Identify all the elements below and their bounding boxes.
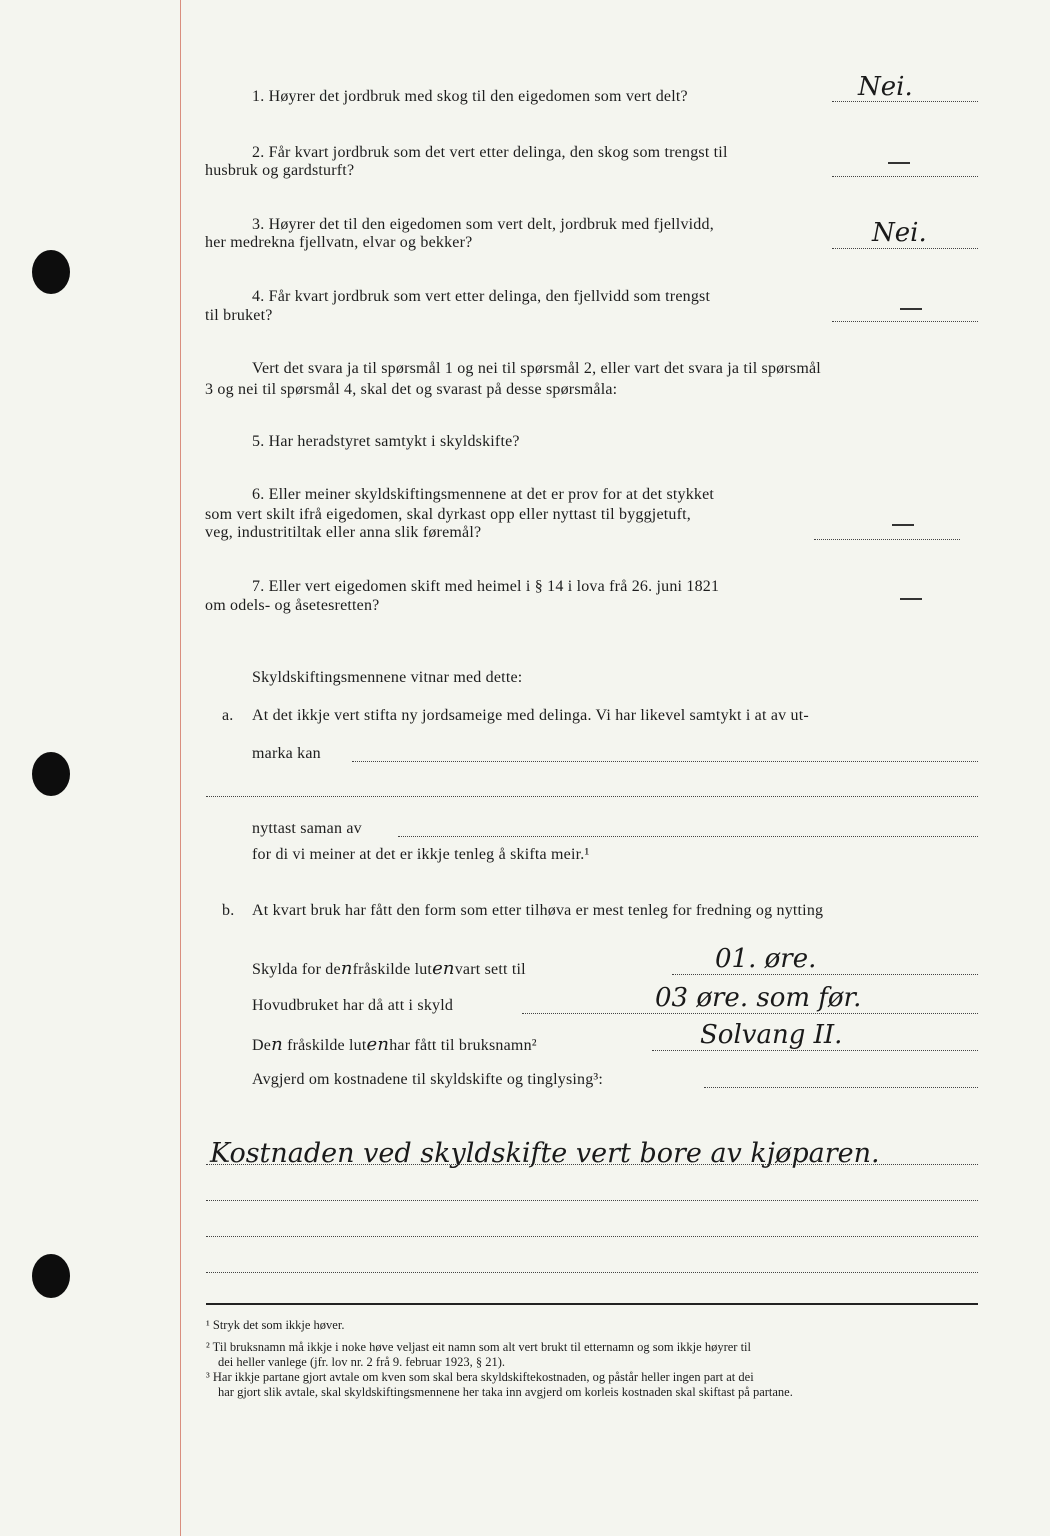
fill-line [352,761,978,762]
hovudbruket-value: 03 øre. som før. [655,983,862,1013]
skylda-post: vart sett til [454,961,526,978]
answer-2 [888,162,910,164]
item-b-line-1: At kvart bruk har fått den form som etter tilhøva er mest tenleg for fredning og nytting [252,902,824,919]
question-2-line-1: 2. Får kvart jordbruk som det vert etter delinga, den skog som trengst til [252,144,728,161]
footnote-2-line-1: ² Til bruksnamn må ikkje i noke høve veljast eit namn som alt vert brukt til etternamn og som ikkje høyrer til [206,1340,751,1354]
bruksnamn-value: Solvang II. [700,1020,843,1050]
witness-heading: Skyldskiftingsmennene vitnar med dette: [252,669,523,686]
fill-line [206,1200,978,1201]
skylda-fill-1: n [340,958,353,979]
answer-line [832,321,978,322]
question-3-line-2: her medrekna fjellvatn, elvar og bekker? [205,234,473,251]
namn-post: har fått til bruksnamn² [389,1037,537,1054]
item-a-label: a. [222,707,234,724]
fill-line [206,1164,978,1165]
question-6-line-2: som vert skilt ifrå eigedomen, skal dyrkast opp eller nyttast til byggjetuft, [205,506,691,523]
footnote-rule [206,1303,978,1305]
intro-line-2: 3 og nei til spørsmål 4, skal det og svarast på desse spørsmåla: [205,381,618,398]
question-6-line-1: 6. Eller meiner skyldskiftingsmennene at det er prov for at det stykket [252,486,715,503]
skylda-line [252,958,526,979]
namn-mid: fråskilde lut [287,1037,367,1054]
item-b-label: b. [222,902,235,919]
question-6-line-3: veg, industritiltak eller anna slik føremål? [205,524,482,541]
fill-line [206,796,978,797]
answer-6 [892,524,914,526]
item-a-line-3: nyttast saman av [252,820,362,837]
avgjerd-label: Avgjerd om kostnadene til skyldskifte og tinglysing³: [252,1071,604,1088]
question-7-line-1: 7. Eller vert eigedomen skift med heimel i § 14 i lova frå 26. juni 1821 [252,578,720,595]
footnote-1: ¹ Stryk det som ikkje høver. [206,1318,345,1332]
punch-hole [32,250,70,294]
margin-rule [180,0,181,1536]
punch-hole [32,752,70,796]
skylda-fill-2: en [432,958,455,979]
item-a-line-4: for di vi meiner at det er ikkje tenleg å skifta meir.¹ [252,846,590,863]
answer-line [832,176,978,177]
answer-4 [900,308,922,310]
fill-line [206,1236,978,1237]
answer-1: Nei. [858,72,913,102]
intro-line-1: Vert det svara ja til spørsmål 1 og nei til spørsmål 2, eller vart det svara ja til spørsmål [252,360,821,377]
footnote-3-line-2: har gjort slik avtale, skal skyldskiftingsmennene her taka inn avgjerd om korleis kostnaden skal skiftast på partane. [218,1385,793,1399]
item-a-line-2: marka kan [252,745,321,762]
fill-line [206,1272,978,1273]
question-4-line-2: til bruket? [205,307,273,324]
fill-line [398,836,978,837]
fill-line [652,1050,978,1051]
namn-fill-2: en [366,1034,390,1055]
answer-7 [900,598,922,600]
namn-fill-1: n [271,1034,283,1055]
skylda-prefix: Skylda for de [252,961,341,978]
question-3-line-1: 3. Høyrer det til den eigedomen som vert delt, jordbruk med fjellvidd, [252,216,714,233]
footnote-3-line-1: ³ Har ikkje partane gjort avtale om kven som skal bera skyldskiftekostnaden, og påstår heller ingen part at dei [206,1370,754,1384]
fill-line [672,974,978,975]
answer-3: Nei. [872,218,927,248]
footnote-2-line-2: dei heller vanlege (jfr. lov nr. 2 frå 9. februar 1923, § 21). [218,1355,506,1369]
question-1: 1. Høyrer det jordbruk med skog til den eigedomen som vert delt? [252,88,688,105]
question-4-line-1: 4. Får kvart jordbruk som vert etter delinga, den fjellvidd som trengst [252,288,711,305]
answer-line [832,248,978,249]
punch-hole [32,1254,70,1298]
item-a-line-1: At det ikkje vert stifta ny jordsameige med delinga. Vi har likevel samtykt i at av ut- [252,707,809,724]
skylda-value: 01. øre. [715,944,817,974]
fill-line [522,1013,978,1014]
hovudbruket-label: Hovudbruket har då att i skyld [252,997,454,1014]
namn-prefix: De [252,1037,272,1054]
fill-line [704,1087,978,1088]
question-7-line-2: om odels- og åsetesretten? [205,597,380,614]
skylda-mid: fråskilde lut [352,961,433,978]
avgjerd-value: Kostnaden ved skyldskifte vert bore av kjøparen. [210,1138,880,1169]
answer-line [814,539,960,540]
question-2-line-2: husbruk og gardsturft? [205,162,355,179]
question-5: 5. Har heradstyret samtykt i skyldskifte? [252,433,520,450]
bruksnamn-line [252,1034,537,1055]
